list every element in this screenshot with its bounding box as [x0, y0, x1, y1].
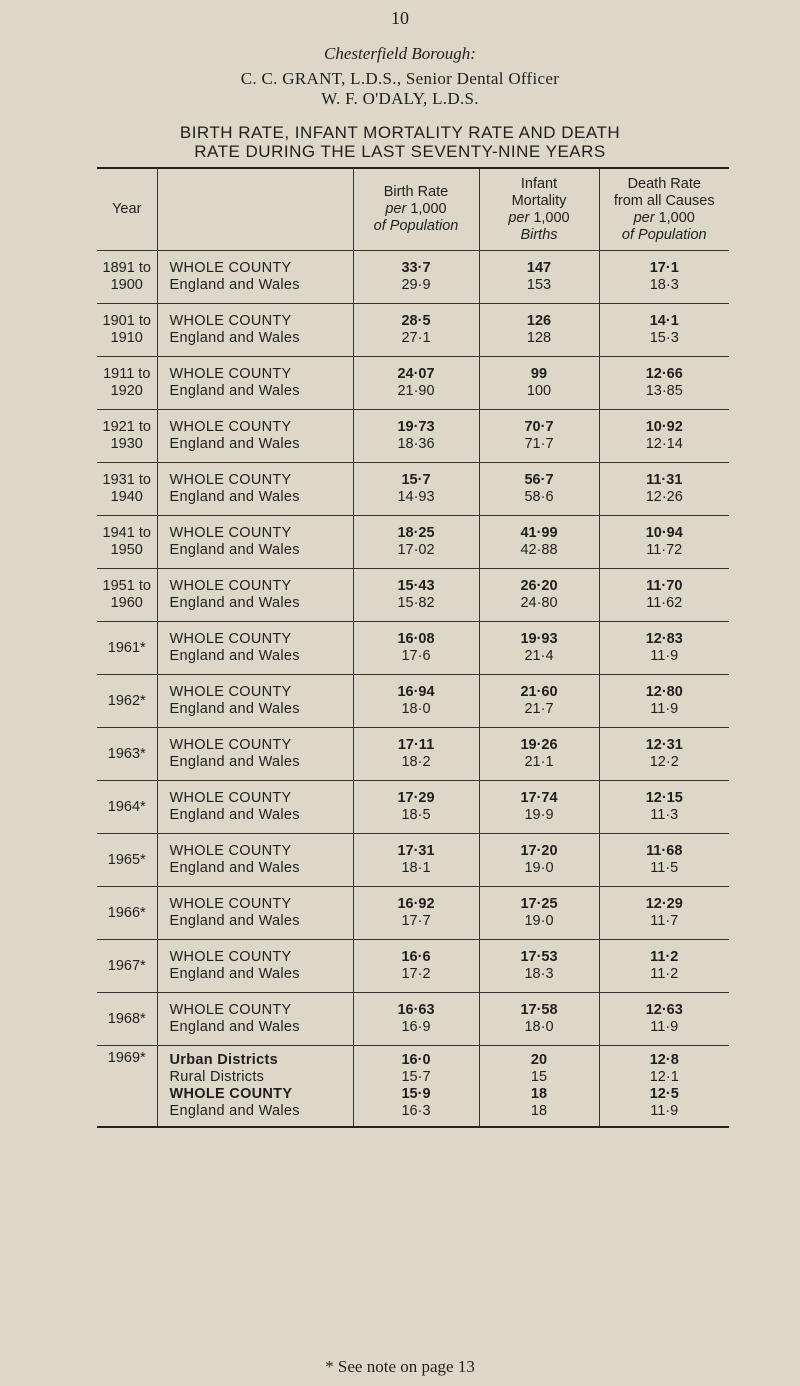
staff-line-2: W. F. O'DALY, L.D.S. — [321, 89, 479, 108]
death-rate-cell: 10·92 12·14 — [599, 410, 729, 463]
header-area — [157, 168, 353, 251]
area-cell: Urban Districts Rural Districts WHOLE COUNTY England and Wales — [157, 1046, 353, 1128]
infant-mortality-cell: 17·25 19·0 — [479, 887, 599, 940]
year-cell: 1901 to 1910 — [97, 304, 157, 357]
infant-mortality-cell: 20 15 18 18 — [479, 1046, 599, 1128]
birth-rate-cell: 16·08 17·6 — [353, 622, 479, 675]
header-row — [97, 168, 729, 251]
infant-mortality-cell: 41·99 42·88 — [479, 516, 599, 569]
staff-line-1: C. C. GRANT, L.D.S., Senior Dental Officer — [240, 69, 560, 88]
area-cell: WHOLE COUNTY England and Wales — [157, 569, 353, 622]
year-cell: 1961* — [97, 622, 157, 675]
birth-rate-cell: 17·29 18·5 — [353, 781, 479, 834]
area-cell: WHOLE COUNTY England and Wales — [157, 781, 353, 834]
area-cell: WHOLE COUNTY England and Wales — [157, 834, 353, 887]
birth-rate-cell: 18·25 17·02 — [353, 516, 479, 569]
infant-mortality-cell: 56·7 58·6 — [479, 463, 599, 516]
death-rate-cell: 11·68 11·5 — [599, 834, 729, 887]
table-title-line-1: BIRTH RATE, INFANT MORTALITY RATE AND DEATH — [179, 123, 621, 142]
death-rate-cell: 12·83 11·9 — [599, 622, 729, 675]
table-row — [97, 410, 729, 463]
death-rate-cell: 12·8 12·1 12·5 11·9 — [599, 1046, 729, 1128]
table-row — [97, 993, 729, 1046]
table-row — [97, 887, 729, 940]
table-row — [97, 569, 729, 622]
year-cell: 1965* — [97, 834, 157, 887]
area-cell: WHOLE COUNTY England and Wales — [157, 728, 353, 781]
year-cell: 1966* — [97, 887, 157, 940]
table-row — [97, 622, 729, 675]
area-cell: WHOLE COUNTY England and Wales — [157, 887, 353, 940]
year-cell: 1967* — [97, 940, 157, 993]
death-rate-cell: 12·66 13·85 — [599, 357, 729, 410]
area-cell: WHOLE COUNTY England and Wales — [157, 622, 353, 675]
death-rate-cell: 10·94 11·72 — [599, 516, 729, 569]
year-cell: 1911 to 1920 — [97, 357, 157, 410]
infant-mortality-cell: 21·60 21·7 — [479, 675, 599, 728]
birth-rate-cell: 16·92 17·7 — [353, 887, 479, 940]
death-rate-cell: 12·31 12·2 — [599, 728, 729, 781]
table-row — [97, 940, 729, 993]
birth-rate-cell: 15·43 15·82 — [353, 569, 479, 622]
header-year: Year — [97, 168, 157, 251]
year-cell: 1921 to 1930 — [97, 410, 157, 463]
statistics-table — [97, 167, 729, 1128]
infant-mortality-cell: 17·20 19·0 — [479, 834, 599, 887]
infant-mortality-cell: 17·58 18·0 — [479, 993, 599, 1046]
birth-rate-cell: 16·94 18·0 — [353, 675, 479, 728]
area-cell: WHOLE COUNTY England and Wales — [157, 357, 353, 410]
death-rate-cell: 12·63 11·9 — [599, 993, 729, 1046]
table-row — [97, 516, 729, 569]
area-cell: WHOLE COUNTY England and Wales — [157, 251, 353, 304]
infant-mortality-cell: 99 100 — [479, 357, 599, 410]
death-rate-cell: 17·1 18·3 — [599, 251, 729, 304]
table-row — [97, 834, 729, 887]
header-birth-rate: Birth Rate per 1,000 of Population — [353, 168, 479, 251]
infant-mortality-cell: 126 128 — [479, 304, 599, 357]
death-rate-cell: 11·2 11·2 — [599, 940, 729, 993]
year-cell: 1963* — [97, 728, 157, 781]
infant-mortality-cell: 17·74 19·9 — [479, 781, 599, 834]
year-cell: 1964* — [97, 781, 157, 834]
document-subtitle: Chesterfield Borough: — [324, 44, 476, 63]
area-cell: WHOLE COUNTY England and Wales — [157, 675, 353, 728]
year-cell: 1951 to 1960 — [97, 569, 157, 622]
table-title-line-2: RATE DURING THE LAST SEVENTY-NINE YEARS — [194, 142, 606, 161]
table-row — [97, 463, 729, 516]
birth-rate-cell: 15·7 14·93 — [353, 463, 479, 516]
birth-rate-cell: 28·5 27·1 — [353, 304, 479, 357]
infant-mortality-cell: 70·7 71·7 — [479, 410, 599, 463]
year-cell: 1931 to 1940 — [97, 463, 157, 516]
area-cell: WHOLE COUNTY England and Wales — [157, 516, 353, 569]
area-cell: WHOLE COUNTY England and Wales — [157, 940, 353, 993]
death-rate-cell: 14·1 15·3 — [599, 304, 729, 357]
header-infant-mortality: Infant Mortality per 1,000 Births — [479, 168, 599, 251]
death-rate-cell: 11·70 11·62 — [599, 569, 729, 622]
death-rate-cell: 12·15 11·3 — [599, 781, 729, 834]
year-cell: 1969* — [97, 1046, 157, 1128]
table-row — [97, 1046, 729, 1128]
table-row — [97, 781, 729, 834]
page-number: 10 — [391, 8, 409, 28]
birth-rate-cell: 19·73 18·36 — [353, 410, 479, 463]
table-row — [97, 304, 729, 357]
infant-mortality-cell: 19·93 21·4 — [479, 622, 599, 675]
table-row — [97, 675, 729, 728]
birth-rate-cell: 24·07 21·90 — [353, 357, 479, 410]
area-cell: WHOLE COUNTY England and Wales — [157, 993, 353, 1046]
area-cell: WHOLE COUNTY England and Wales — [157, 410, 353, 463]
header-death-rate: Death Rate from all Causes per 1,000 of Population — [599, 168, 729, 251]
birth-rate-cell: 16·63 16·9 — [353, 993, 479, 1046]
infant-mortality-cell: 147 153 — [479, 251, 599, 304]
birth-rate-cell: 16·6 17·2 — [353, 940, 479, 993]
death-rate-cell: 12·29 11·7 — [599, 887, 729, 940]
death-rate-cell: 12·80 11·9 — [599, 675, 729, 728]
table-row — [97, 251, 729, 304]
infant-mortality-cell: 26·20 24·80 — [479, 569, 599, 622]
death-rate-cell: 11·31 12·26 — [599, 463, 729, 516]
year-cell: 1968* — [97, 993, 157, 1046]
year-cell: 1891 to 1900 — [97, 251, 157, 304]
area-cell: WHOLE COUNTY England and Wales — [157, 463, 353, 516]
birth-rate-cell: 33·7 29·9 — [353, 251, 479, 304]
birth-rate-cell: 16·0 15·7 15·9 16·3 — [353, 1046, 479, 1128]
table-row — [97, 357, 729, 410]
year-cell: 1962* — [97, 675, 157, 728]
year-cell: 1941 to 1950 — [97, 516, 157, 569]
infant-mortality-cell: 19·26 21·1 — [479, 728, 599, 781]
table-row — [97, 728, 729, 781]
birth-rate-cell: 17·11 18·2 — [353, 728, 479, 781]
area-cell: WHOLE COUNTY England and Wales — [157, 304, 353, 357]
infant-mortality-cell: 17·53 18·3 — [479, 940, 599, 993]
footnote: * See note on page 13 — [325, 1357, 475, 1376]
birth-rate-cell: 17·31 18·1 — [353, 834, 479, 887]
